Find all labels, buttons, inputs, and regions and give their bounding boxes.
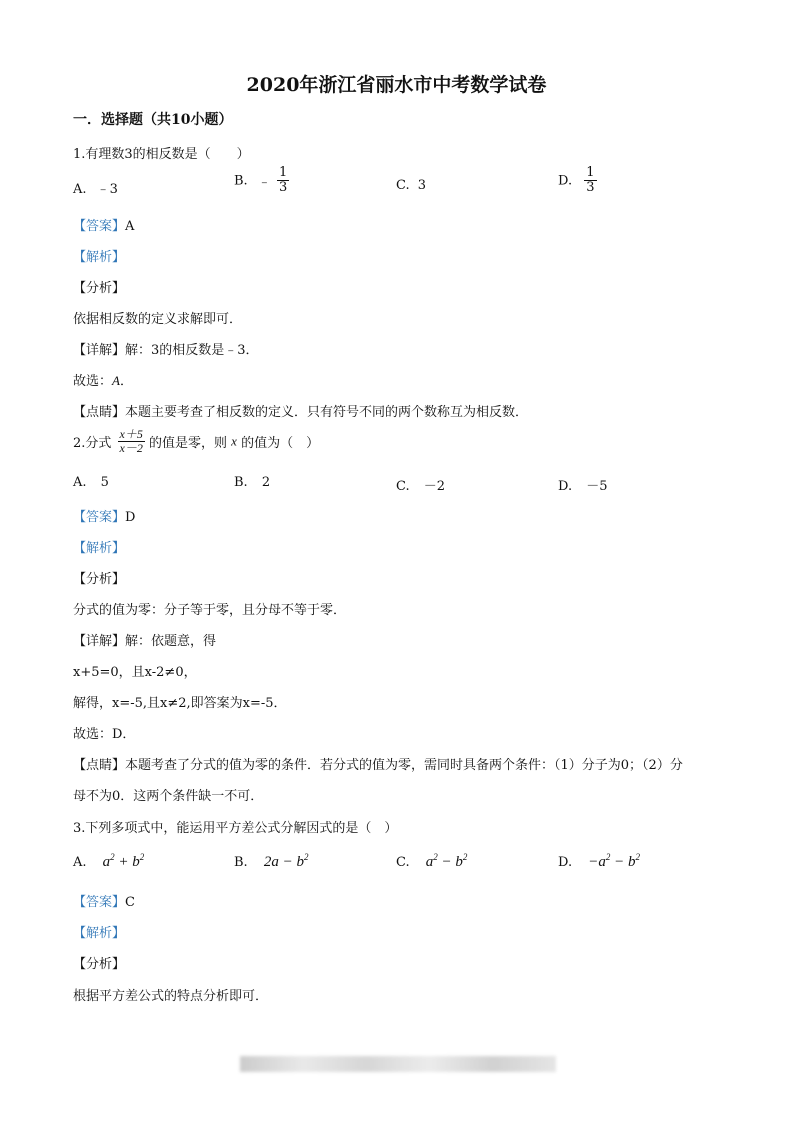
q2-stem: 2.分式 $\frac{x+5}{x-2}$ 的值是零，则 x 的值为（ ） <box>73 427 320 456</box>
q2-detail: 【详解】解：依题意，得 <box>73 634 217 649</box>
q2-step-2: 解得，x=-5,且x≠2,即答案为x=-5． <box>73 696 287 711</box>
q2-analysis-tag: 【解析】 <box>73 541 126 556</box>
q1-option-a: A. ﹣3 <box>73 182 118 197</box>
q2-comment-line-2: 母不为0．这两个条件缺一不可． <box>73 789 264 804</box>
q2-answer: 【答案】D <box>73 510 136 525</box>
q1-option-d: D. $\frac{1}{3}$ <box>558 165 595 196</box>
section-heading: 一．选择题（共10小题） <box>73 112 233 128</box>
q1-fenxi-tag: 【分析】 <box>73 281 126 296</box>
q1-detail: 【详解】解：3的相反数是﹣3． <box>73 343 259 358</box>
q1-fenxi: 依据相反数的定义求解即可． <box>73 312 243 327</box>
q1-answer: 【答案】A <box>73 219 135 234</box>
q2-comment-line-1: 【点睛】本题考查了分式的值为零的条件．若分式的值为零，需同时具备两个条件：（1）分子为0；（2）分 <box>73 758 683 773</box>
q1-option-c: C. 3 <box>396 178 427 193</box>
q3-option-a: A. $a^2 + b^2$ <box>73 852 145 870</box>
q2-option-c: C. －2 <box>396 479 446 494</box>
q3-analysis-tag: 【解析】 <box>73 926 126 941</box>
q1-option-b-fraction: $\frac{1}{3}$ <box>278 165 288 196</box>
q3-option-d: D. $-a^2 - b^2$ <box>558 852 640 870</box>
q2-step-1: x+5=0，且x-2≠0， <box>73 665 197 680</box>
q3-option-a-formula: $a^2 + b^2$ <box>102 852 145 870</box>
blurred-footer-watermark <box>240 1056 556 1072</box>
q3-option-c-formula: $a^2 - b^2$ <box>425 852 468 870</box>
q2-option-b: B. 2 <box>234 475 271 490</box>
q1-comment: 【点睛】本题主要考查了相反数的定义．只有符号不同的两个数称互为相反数． <box>73 405 529 420</box>
q3-option-d-formula: $-a^2 - b^2$ <box>588 852 640 870</box>
q3-answer: 【答案】C <box>73 895 135 910</box>
q2-option-d: D. －5 <box>558 479 608 494</box>
q1-choose: 故选：A． <box>73 373 133 389</box>
q2-fenxi: 分式的值为零：分子等于零，且分母不等于零． <box>73 603 347 618</box>
q1-option-d-fraction: $\frac{1}{3}$ <box>586 165 595 196</box>
q3-option-b: B. $2a - b^2$ <box>234 852 309 870</box>
q2-fenxi-tag: 【分析】 <box>73 572 126 587</box>
page-title: 2020年浙江省丽水市中考数学试卷 <box>246 74 547 96</box>
q3-fenxi-tag: 【分析】 <box>73 957 126 972</box>
q1-analysis-tag: 【解析】 <box>73 250 126 265</box>
q2-option-a: A. 5 <box>73 475 109 490</box>
q1-stem: 1.有理数3的相反数是（ ） <box>73 147 250 162</box>
q2-choose: 故选：D． <box>73 727 136 742</box>
q3-stem: 3.下列多项式中，能运用平方差公式分解因式的是（ ） <box>73 821 398 836</box>
q2-stem-fraction: $\frac{x+5}{x-2}$ <box>119 427 143 456</box>
q3-option-c: C. $a^2 - b^2$ <box>396 852 468 870</box>
q3-fenxi: 根据平方差公式的特点分析即可． <box>73 989 269 1004</box>
q1-option-b: B. ﹣ $\frac{1}{3}$ <box>234 165 288 196</box>
q3-option-b-formula: $2a - b^2$ <box>263 852 309 870</box>
